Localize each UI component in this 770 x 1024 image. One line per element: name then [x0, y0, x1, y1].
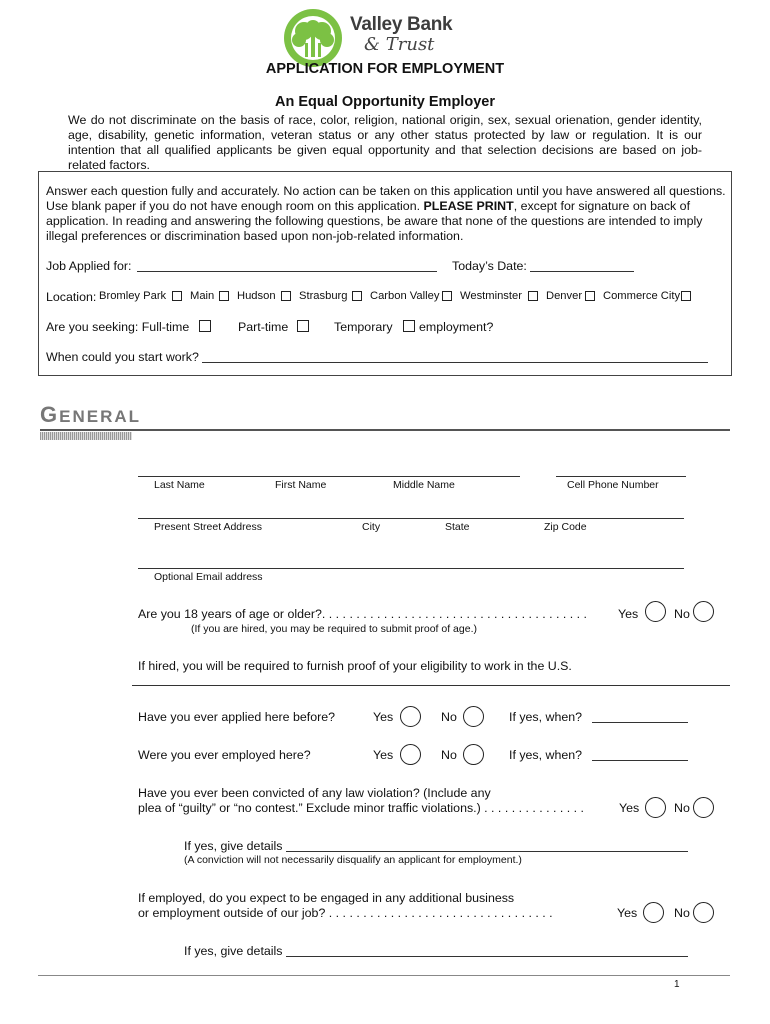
zip-label: Zip Code — [544, 521, 587, 533]
section-divider-hatch — [40, 432, 132, 440]
employed-yes-label: Yes — [373, 748, 394, 762]
convicted-question-cont: plea of “guilty” or “no contest.” Exclude minor traffic violations.) . . . . . . . . . . . . . . . — [138, 801, 584, 815]
conviction-details-label: If yes, give details — [184, 839, 283, 853]
page-number: 1 — [674, 979, 680, 990]
state-label: State — [445, 521, 470, 533]
todays-date-field[interactable] — [530, 271, 634, 272]
location-bromley-park-checkbox[interactable] — [172, 291, 182, 301]
location-label: Location: — [46, 290, 97, 304]
convicted-yes-label: Yes — [619, 801, 640, 815]
conviction-note: (A conviction will not necessarily disqualify an applicant for employment.) — [184, 854, 522, 866]
business-details-field[interactable] — [286, 956, 688, 957]
employed-yes-radio[interactable] — [400, 744, 421, 765]
start-work-label: When could you start work? — [46, 350, 199, 364]
seeking-label: Are you seeking: Full-time — [46, 320, 190, 334]
full-time-checkbox[interactable] — [199, 320, 211, 332]
location-carbon-valley-checkbox[interactable] — [442, 291, 452, 301]
business-yes-radio[interactable] — [643, 902, 664, 923]
convicted-question: Have you ever been convicted of any law violation? (Include any — [138, 786, 491, 800]
temporary-label: Temporary — [334, 320, 393, 334]
convicted-no-radio[interactable] — [693, 797, 714, 818]
age-yes-radio[interactable] — [645, 601, 666, 622]
section-heading-general: GENERAL — [40, 402, 142, 427]
applied-before-question: Have you ever applied here before? — [138, 710, 336, 724]
age-note: (If you are hired, you may be required to submit proof of age.) — [191, 623, 477, 635]
logo-circle — [284, 9, 342, 67]
employed-here-question: Were you ever employed here? — [138, 748, 311, 762]
business-yes-label: Yes — [617, 906, 638, 920]
eeo-disclaimer: We do not discriminate on the basis of race, color, religion, national origin, sex, sexual orienation, gender identity, age, disability, genetic information, veteran status or any other status protected by law or regulation. It is our intention that all qualified applicants be given equal opportunity and that selection decisions are based on job-related factors. — [68, 113, 702, 171]
location-hudson-checkbox[interactable] — [281, 291, 291, 301]
location-denver-checkbox[interactable] — [585, 291, 595, 301]
street-label: Present Street Address — [154, 521, 262, 533]
job-applied-label: Job Applied for: — [46, 259, 132, 273]
city-label: City — [362, 521, 381, 533]
section-divider — [40, 429, 730, 431]
location-option-label: Strasburg — [299, 290, 348, 302]
business-question-cont: or employment outside of our job? . . . . . . . . . . . . . . . . . . . . . . . . . . . . . . . . . — [138, 906, 553, 920]
business-no-label: No — [674, 906, 690, 920]
location-option-label: Hudson — [237, 290, 276, 302]
cell-phone-label: Cell Phone Number — [567, 479, 659, 491]
instructions-text: Answer each question fully and accurately. No action can be taken on this application until you have answered all questions. Use blank paper if you do not have enough room on this application. PLEASE PRINT, except for signature on back of application. In reading and answering the following questions, be aware that none of the questions are intended to imply illegal preferences or discrimination based upon non-job-related information. — [46, 184, 726, 243]
cell-phone-field[interactable] — [556, 476, 686, 477]
employed-when-field[interactable] — [592, 760, 688, 761]
email-field[interactable] — [138, 568, 684, 569]
applied-no-radio[interactable] — [463, 706, 484, 727]
conviction-details-field[interactable] — [286, 851, 688, 852]
convicted-yes-radio[interactable] — [645, 797, 666, 818]
location-commerce-city-checkbox[interactable] — [681, 291, 691, 301]
part-time-label: Part-time — [238, 320, 289, 334]
location-main-checkbox[interactable] — [219, 291, 229, 301]
job-applied-field[interactable] — [137, 271, 437, 272]
location-option-label: Denver — [546, 290, 583, 302]
part-time-checkbox[interactable] — [297, 320, 309, 332]
start-work-field[interactable] — [202, 362, 708, 363]
business-question: If employed, do you expect to be engaged in any additional business — [138, 891, 515, 905]
employed-no-radio[interactable] — [463, 744, 484, 765]
email-label: Optional Email address — [154, 571, 263, 583]
applied-yes-label: Yes — [373, 710, 394, 724]
age-question: Are you 18 years of age or older?. . . . . . . . . . . . . . . . . . . . . . . . . . . . . . . . . . . . . . . — [138, 607, 587, 621]
age-yes-label: Yes — [618, 607, 639, 621]
business-details-label: If yes, give details — [184, 944, 283, 958]
brand-name: Valley Bank — [350, 14, 453, 35]
convicted-no-label: No — [674, 801, 690, 815]
page-title: APPLICATION FOR EMPLOYMENT — [265, 61, 505, 77]
middle-name-label: Middle Name — [393, 479, 455, 491]
eligibility-note: If hired, you will be required to furnish proof of your eligibility to work in the U.S. — [138, 659, 572, 673]
address-field[interactable] — [138, 518, 684, 519]
applied-when-label: If yes, when? — [509, 710, 583, 724]
todays-date-label: Today’s Date: — [452, 259, 527, 273]
location-option-label: Commerce City — [603, 290, 681, 302]
location-option-label: Carbon Valley — [370, 290, 440, 302]
applied-no-label: No — [441, 710, 457, 724]
location-option-label: Westminster — [460, 290, 522, 302]
applied-yes-radio[interactable] — [400, 706, 421, 727]
location-option-label: Main — [190, 290, 215, 302]
temporary-checkbox[interactable] — [403, 320, 415, 332]
employed-when-label: If yes, when? — [509, 748, 583, 762]
age-no-label: No — [674, 607, 690, 621]
location-option-label: Bromley Park — [99, 290, 167, 302]
location-strasburg-checkbox[interactable] — [352, 291, 362, 301]
employment-label: employment? — [419, 320, 494, 334]
footer-rule — [38, 975, 730, 976]
first-name-label: First Name — [275, 479, 327, 491]
tree-logo-icon — [284, 9, 342, 67]
employed-no-label: No — [441, 748, 457, 762]
applied-when-field[interactable] — [592, 722, 688, 723]
business-no-radio[interactable] — [693, 902, 714, 923]
name-field[interactable] — [138, 476, 520, 477]
last-name-label: Last Name — [154, 479, 205, 491]
age-no-radio[interactable] — [693, 601, 714, 622]
brand-subname: & Trust — [364, 34, 435, 55]
divider — [132, 685, 730, 686]
location-westminster-checkbox[interactable] — [528, 291, 538, 301]
page-subtitle: An Equal Opportunity Employer — [275, 94, 495, 110]
